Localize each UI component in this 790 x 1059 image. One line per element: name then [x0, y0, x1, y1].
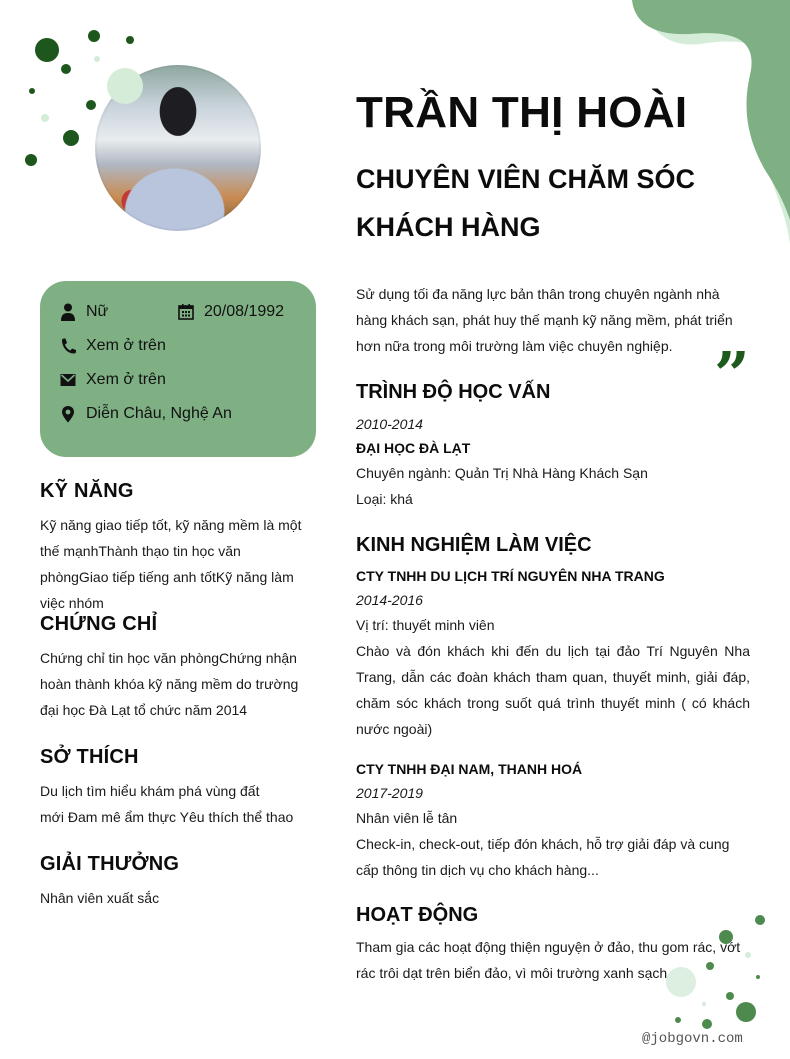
education-period: 2010-2014: [356, 416, 423, 432]
career-objective: Sử dụng tối đa năng lực bản thân trong chuyên ngành nhà hàng khách sạn, phát huy thế mạnh kỹ năng mềm, phát triển hơn nữa trong môi trường làm việc chuyên nghiệp.: [356, 286, 733, 354]
education-major: Chuyên ngành: Quản Trị Nhà Hàng Khách Sạn: [356, 465, 648, 481]
experience-title: KINH NGHIỆM LÀM VIỆC: [356, 534, 592, 556]
activities-text: Tham gia các hoạt động thiện nguyện ở đảo, thu gom rác, vớt rác trôi dạt trên biển đảo, vì môi trường xanh sạch: [356, 939, 741, 981]
location-pin-icon: [60, 405, 76, 423]
education-school: ĐẠI HỌC ĐÀ LẠT: [356, 440, 471, 456]
gender-value: Nữ: [86, 303, 109, 320]
hobbies-line-1: Du lịch tìm hiểu khám phá vùng đất: [40, 783, 260, 799]
experience-item: [356, 564, 750, 742]
person-icon: [60, 303, 76, 321]
job-period: 2017-2019: [356, 785, 423, 801]
phone-value: Xem ở trên: [86, 337, 166, 354]
address-value: Diễn Châu, Nghệ An: [86, 405, 232, 422]
job-company: CTY TNHH DU LỊCH TRÍ NGUYÊN NHA TRANG: [356, 568, 665, 584]
skills-text: Kỹ năng giao tiếp tốt, kỹ năng mềm là một thế mạnhThành thạo tin học văn phòngGiao tiếp tiếng anh tốtKỹ năng làm việc nhóm: [40, 517, 302, 611]
certificates-title: CHỨNG CHỈ: [40, 613, 158, 635]
job-title-line-1: CHUYÊN VIÊN CHĂM SÓC: [356, 164, 696, 194]
job-period: 2014-2016: [356, 592, 423, 608]
watermark: @jobgovn.com: [642, 1031, 743, 1047]
email-value: Xem ở trên: [86, 371, 166, 388]
contact-card: [40, 281, 316, 457]
hobbies-text: [40, 778, 320, 830]
job-title: [356, 155, 716, 251]
awards-title: GIẢI THƯỞNG: [40, 853, 180, 875]
activities-title: HOẠT ĐỘNG: [356, 904, 479, 926]
candidate-name: TRẦN THỊ HOÀI: [356, 88, 688, 137]
awards-text: Nhân viên xuất sắc: [40, 890, 160, 906]
skills-title: KỸ NĂNG: [40, 480, 134, 502]
contact-address: [60, 405, 232, 423]
job-description: Check-in, check-out, tiếp đón khách, hỗ trợ giải đáp và cung cấp thông tin dịch vụ cho khách hàng...: [356, 836, 730, 878]
job-title-line-2: KHÁCH HÀNG: [356, 212, 541, 242]
contact-gender: [60, 303, 108, 321]
job-description: Chào và đón khách khi đến du lịch tại đảo Trí Nguyên Nha Trang, dẫn các đoàn khách tham quan, thuyết minh, giải đáp, chăm sóc khách trong suốt quá trình thuyết minh ( có khách nước ngoài): [356, 643, 750, 737]
education-section: [356, 381, 750, 512]
skills-section: [40, 480, 320, 616]
mail-icon: [60, 371, 76, 389]
education-rank: Loại: khá: [356, 491, 413, 507]
activities-section: [356, 904, 750, 986]
contact-phone: [60, 337, 166, 355]
education-title: TRÌNH ĐỘ HỌC VẤN: [356, 381, 551, 403]
certificates-section: [40, 613, 320, 723]
quote-close-icon: ”: [714, 338, 746, 411]
phone-icon: [60, 337, 76, 355]
calendar-icon: [178, 303, 194, 321]
job-company: CTY TNHH ĐẠI NAM, THANH HOÁ: [356, 761, 583, 777]
contact-email: [60, 371, 166, 389]
experience-section: [356, 534, 750, 883]
birthday-value: 20/08/1992: [204, 303, 285, 320]
experience-item: [356, 757, 750, 883]
certificates-text: Chứng chỉ tin học văn phòngChứng nhận hoàn thành khóa kỹ năng mềm do trường đại học Đà Lạt tổ chức năm 2014: [40, 650, 299, 718]
contact-birthday: [178, 303, 284, 321]
job-position: Nhân viên lễ tân: [356, 810, 458, 826]
photo-bubble-decoration: [0, 0, 790, 300]
hobbies-title: SỞ THÍCH: [40, 746, 139, 768]
hobbies-section: [40, 746, 320, 830]
awards-section: [40, 853, 320, 911]
hobbies-line-2: mới Đam mê ẩm thực Yêu thích thể thao: [40, 809, 294, 825]
job-position: Vị trí: thuyết minh viên: [356, 617, 495, 633]
